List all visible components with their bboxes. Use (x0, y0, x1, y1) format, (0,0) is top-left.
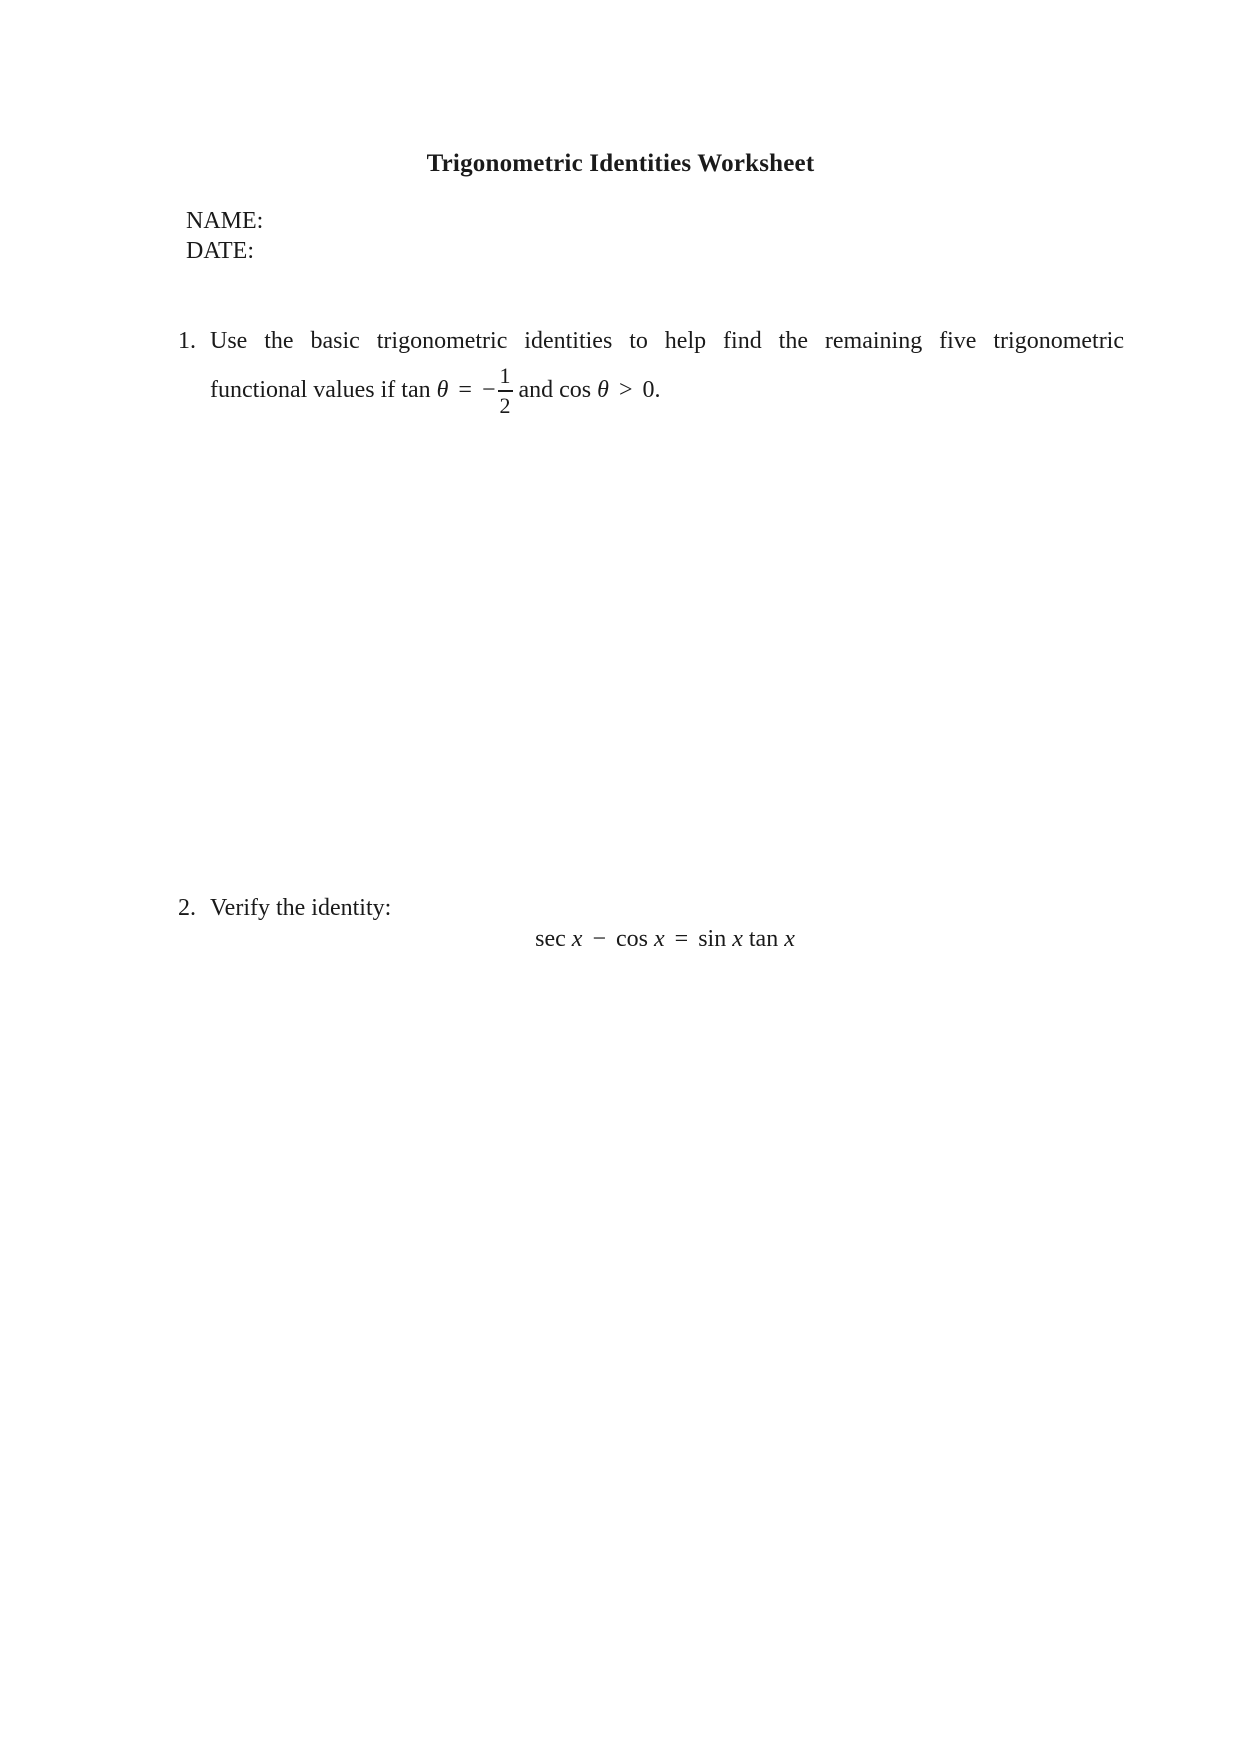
cos-function: cos (616, 926, 648, 952)
question-1-text-line1: Use the basic trigonometric identities to help find the remaining five trigonometric (210, 328, 1124, 354)
tan-function: tan (401, 377, 431, 404)
fraction-denominator: 2 (499, 392, 511, 418)
fraction-one-half (498, 365, 513, 417)
minus-sign: − (481, 377, 496, 404)
x-variable: x (571, 926, 583, 952)
tan-function: tan (748, 926, 779, 952)
minus-sign: − (592, 926, 606, 952)
question-1-text-line2 (210, 365, 661, 417)
page-title: Trigonometric Identities Worksheet (426, 150, 815, 177)
fraction-numerator: 1 (499, 363, 511, 388)
and-word: and (518, 377, 554, 404)
x-variable: x (732, 926, 743, 952)
theta-symbol: θ (436, 377, 449, 404)
sec-function: sec (535, 926, 566, 952)
equals-sign: = (674, 926, 689, 952)
question-2-text: Verify the identity: (210, 895, 392, 921)
sin-function: sin (698, 926, 727, 952)
zero-value: 0. (642, 377, 661, 404)
question-2-number: 2. (178, 895, 196, 921)
question-1-number: 1. (178, 328, 196, 354)
x-variable: x (784, 926, 795, 952)
x-variable: x (654, 926, 665, 952)
cos-function: cos (559, 377, 592, 404)
greater-than-sign: > (618, 377, 633, 404)
identity-equation (0, 926, 1241, 953)
theta-symbol: θ (597, 377, 609, 404)
question-1-prefix: functional values if (210, 377, 396, 404)
name-label: NAME: (186, 208, 264, 234)
equals-sign: = (458, 377, 472, 404)
date-label: DATE: (186, 238, 254, 264)
